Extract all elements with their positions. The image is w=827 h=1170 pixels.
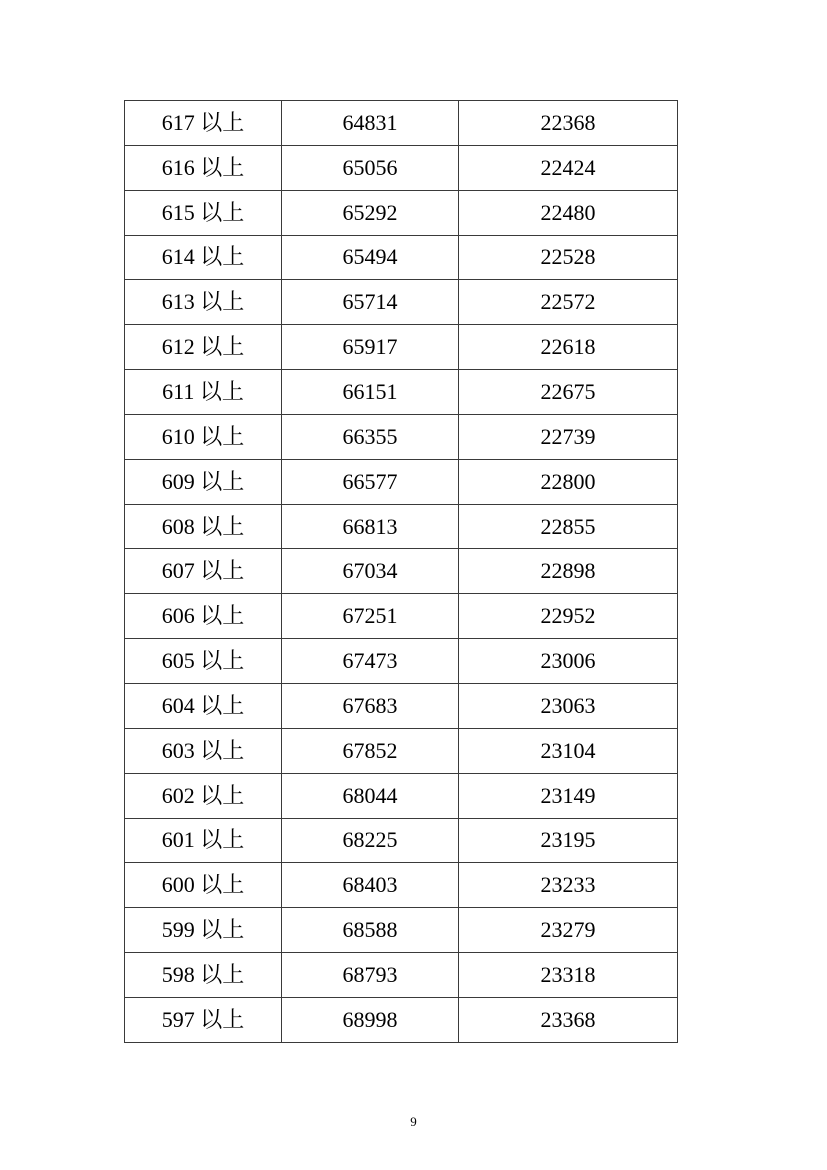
table-cell: 602 以上: [125, 773, 282, 818]
table-row: [125, 101, 678, 146]
table-cell: 22800: [459, 459, 678, 504]
table-cell: 607 以上: [125, 549, 282, 594]
table-cell: 65056: [282, 145, 459, 190]
table-row: [125, 414, 678, 459]
table-cell: 23104: [459, 728, 678, 773]
table-cell: 68225: [282, 818, 459, 863]
table-cell: 598 以上: [125, 953, 282, 998]
score-table: [124, 100, 678, 1043]
table-cell: 67683: [282, 683, 459, 728]
table-row: [125, 370, 678, 415]
table-row: [125, 863, 678, 908]
score-table-body: [125, 101, 678, 1043]
table-row: [125, 639, 678, 684]
table-cell: 22572: [459, 280, 678, 325]
table-cell: 606 以上: [125, 594, 282, 639]
table-row: [125, 818, 678, 863]
table-row: [125, 280, 678, 325]
table-cell: 604 以上: [125, 683, 282, 728]
table-cell: 608 以上: [125, 504, 282, 549]
table-cell: 605 以上: [125, 639, 282, 684]
table-cell: 67852: [282, 728, 459, 773]
table-cell: 23368: [459, 997, 678, 1042]
table-cell: 23195: [459, 818, 678, 863]
table-cell: 64831: [282, 101, 459, 146]
table-row: [125, 549, 678, 594]
table-cell: 23233: [459, 863, 678, 908]
table-cell: 22739: [459, 414, 678, 459]
table-row: [125, 773, 678, 818]
table-cell: 66355: [282, 414, 459, 459]
table-cell: 22618: [459, 325, 678, 370]
table-cell: 22480: [459, 190, 678, 235]
table-row: [125, 325, 678, 370]
table-cell: 613 以上: [125, 280, 282, 325]
table-cell: 23063: [459, 683, 678, 728]
table-cell: 65292: [282, 190, 459, 235]
table-cell: 68998: [282, 997, 459, 1042]
table-cell: 67034: [282, 549, 459, 594]
table-cell: 22368: [459, 101, 678, 146]
table-row: [125, 908, 678, 953]
table-row: [125, 594, 678, 639]
table-cell: 22952: [459, 594, 678, 639]
table-cell: 617 以上: [125, 101, 282, 146]
table-row: [125, 504, 678, 549]
table-cell: 65714: [282, 280, 459, 325]
table-cell: 68588: [282, 908, 459, 953]
table-cell: 597 以上: [125, 997, 282, 1042]
table-row: [125, 997, 678, 1042]
table-cell: 67251: [282, 594, 459, 639]
table-cell: 22424: [459, 145, 678, 190]
table-cell: 22528: [459, 235, 678, 280]
table-cell: 68793: [282, 953, 459, 998]
table-cell: 68403: [282, 863, 459, 908]
table-row: [125, 145, 678, 190]
page-number: 9: [410, 1114, 417, 1129]
table-cell: 23006: [459, 639, 678, 684]
table-cell: 614 以上: [125, 235, 282, 280]
table-cell: 23318: [459, 953, 678, 998]
table-cell: 616 以上: [125, 145, 282, 190]
table-cell: 65494: [282, 235, 459, 280]
table-row: [125, 953, 678, 998]
table-cell: 615 以上: [125, 190, 282, 235]
table-cell: 610 以上: [125, 414, 282, 459]
table-cell: 66813: [282, 504, 459, 549]
table-cell: 612 以上: [125, 325, 282, 370]
table-row: [125, 683, 678, 728]
table-cell: 22898: [459, 549, 678, 594]
table-cell: 66577: [282, 459, 459, 504]
table-cell: 603 以上: [125, 728, 282, 773]
table-cell: 22675: [459, 370, 678, 415]
table-cell: 601 以上: [125, 818, 282, 863]
table-cell: 66151: [282, 370, 459, 415]
table-cell: 22855: [459, 504, 678, 549]
table-cell: 599 以上: [125, 908, 282, 953]
table-cell: 600 以上: [125, 863, 282, 908]
table-row: [125, 459, 678, 504]
table-cell: 23279: [459, 908, 678, 953]
table-cell: 65917: [282, 325, 459, 370]
table-cell: 68044: [282, 773, 459, 818]
table-cell: 23149: [459, 773, 678, 818]
table-cell: 611 以上: [125, 370, 282, 415]
table-row: [125, 235, 678, 280]
table-row: [125, 190, 678, 235]
table-row: [125, 728, 678, 773]
table-cell: 609 以上: [125, 459, 282, 504]
table-cell: 67473: [282, 639, 459, 684]
